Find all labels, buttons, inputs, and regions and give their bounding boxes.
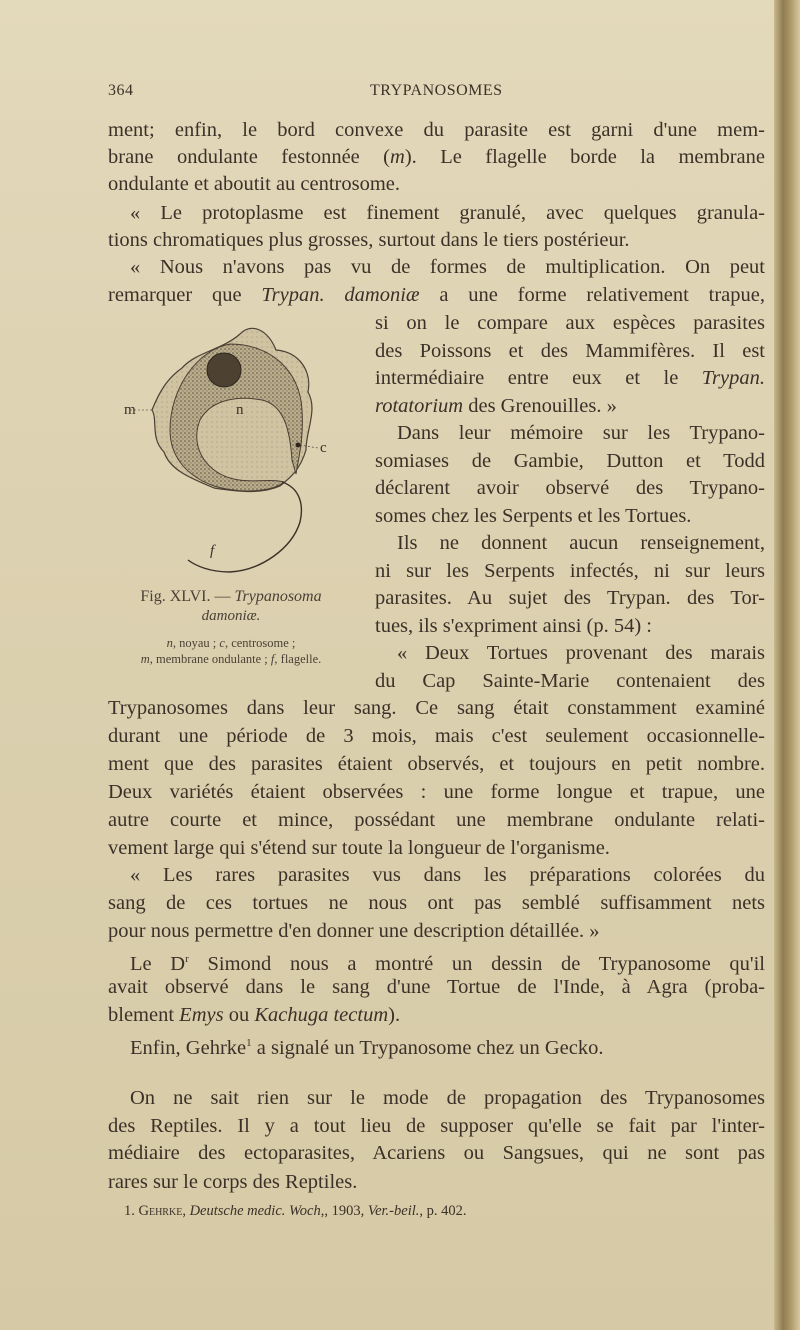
text-segment: des Reptiles. Il y a tout lieu de supposer qu'elle se fait par l'inter- bbox=[108, 1115, 765, 1137]
flagellum bbox=[188, 482, 301, 572]
legend-text: , centrosome ; bbox=[224, 636, 296, 650]
text-segment: ). bbox=[388, 1003, 401, 1026]
italic-text: Kachuga tectum bbox=[254, 1003, 389, 1026]
legend-key: m bbox=[140, 652, 150, 666]
text-line bbox=[108, 723, 765, 750]
caption-prefix: Fig. XLVI. — bbox=[140, 588, 235, 605]
text-segment: ment que des parasites étaient observés, et toujours en petit nombre. bbox=[108, 752, 765, 775]
text-segment: tues, ils s'expriment ainsi (p. 54) : bbox=[375, 614, 652, 637]
text-segment: ). Le flagelle borde la membrane bbox=[404, 146, 765, 168]
text-line bbox=[108, 946, 765, 976]
text-segment: des Grenouilles. » bbox=[463, 394, 617, 417]
text-segment: ment; enfin, le bord convexe du parasite est garni d'une mem- bbox=[108, 119, 765, 141]
text-line bbox=[108, 807, 765, 834]
footnote-segment: , bbox=[182, 1203, 190, 1219]
text-line bbox=[108, 890, 765, 917]
text-segment: blement bbox=[108, 1003, 180, 1026]
page-number: 364 bbox=[108, 82, 134, 99]
italic-text: rotatorium bbox=[375, 394, 464, 417]
nucleus bbox=[207, 353, 241, 387]
legend-text: , noyau ; bbox=[172, 636, 220, 650]
footnote-segment: , 1903, bbox=[324, 1203, 368, 1219]
text-segment: déclarent avoir observé des Trypano- bbox=[375, 477, 765, 499]
footnote-segment: Deutsche medic. Woch, bbox=[189, 1203, 325, 1219]
italic-text: m bbox=[390, 146, 405, 168]
text-segment: Enfin, Gehrke bbox=[130, 1036, 247, 1059]
text-segment: remarquer que bbox=[108, 284, 262, 306]
figure-label-m: m bbox=[124, 402, 136, 418]
text-segment: a une forme relativement trapue, bbox=[419, 284, 765, 306]
centrosome bbox=[296, 443, 301, 448]
text-line bbox=[108, 835, 765, 862]
text-segment: du Cap Sainte-Marie contenaient des bbox=[375, 669, 765, 692]
text-segment: ondulante et aboutit au centrosome. bbox=[108, 173, 401, 195]
text-segment: médiaire des ectoparasites, Acariens ou Sangsues, qui ne sont pas bbox=[108, 1142, 765, 1164]
text-line bbox=[108, 1085, 765, 1112]
text-segment: brane ondulante festonnée ( bbox=[108, 146, 391, 168]
italic-text: Trypan. bbox=[701, 367, 765, 389]
text-segment: si on le compare aux espèces parasites bbox=[375, 312, 765, 334]
legend-key: f bbox=[270, 652, 275, 666]
superscript: 1 bbox=[246, 1036, 252, 1049]
legend-text: , flagelle. bbox=[274, 652, 322, 666]
figure-legend-line-2 bbox=[100, 652, 362, 667]
footnote-segment: Gehrke bbox=[138, 1203, 183, 1219]
footnote bbox=[124, 1203, 467, 1220]
text-segment: autre courte et mince, possédant une membrane ondulante relati- bbox=[108, 808, 765, 831]
text-line bbox=[108, 1002, 765, 1029]
text-segment: On ne sait rien sur le mode de propagation des Trypanosomes bbox=[130, 1087, 765, 1109]
figure-label-n: n bbox=[236, 402, 244, 418]
text-segment: « Deux Tortues provenant des marais bbox=[397, 642, 765, 664]
text-line bbox=[108, 1169, 765, 1196]
figure-caption bbox=[100, 588, 362, 606]
text-segment: somes chez les Serpents et les Tortues. bbox=[375, 504, 692, 527]
text-line bbox=[108, 862, 765, 889]
figure-legend-line-1 bbox=[100, 636, 362, 651]
text-line bbox=[108, 1140, 765, 1167]
text-line bbox=[108, 779, 765, 806]
text-segment: Ils ne donnent aucun renseignement, bbox=[397, 532, 765, 554]
italic-text: Trypan. damoniæ bbox=[261, 284, 420, 306]
text-segment: sang de ces tortues ne nous ont pas semblé suffisamment nets bbox=[108, 892, 765, 915]
text-segment: tions chromatiques plus grosses, surtout dans le tiers postérieur. bbox=[108, 229, 630, 251]
text-segment: Le D bbox=[130, 953, 186, 976]
legend-key: n bbox=[166, 636, 173, 650]
legend-text: , membrane ondulante ; bbox=[149, 652, 271, 666]
text-segment: pour nous permettre d'en donner une description détaillée. » bbox=[108, 920, 600, 943]
text-segment: « Les rares parasites vus dans les préparations colorées du bbox=[130, 864, 765, 887]
text-segment: intermédiaire entre eux et le bbox=[375, 367, 702, 389]
italic-text: Emys bbox=[179, 1003, 224, 1026]
caption-species: Trypanosoma bbox=[234, 588, 322, 605]
text-segment: Trypanosomes dans leur sang. Ce sang était constamment examiné bbox=[108, 697, 765, 719]
running-title: TRYPANOSOMES bbox=[370, 82, 503, 99]
text-segment: rares sur le corps des Reptiles. bbox=[108, 1171, 358, 1193]
text-segment: Deux variétés étaient observées : une forme longue et trapue, une bbox=[108, 780, 765, 803]
figure-label-c: c bbox=[320, 440, 327, 456]
text-segment: vement large qui s'étend sur toute la longueur de l'organisme. bbox=[108, 836, 610, 859]
text-segment: des Poissons et des Mammifères. Il est bbox=[375, 339, 765, 362]
text-segment: ni sur les Serpents infectés, ni sur leurs bbox=[375, 559, 765, 582]
footnote-segment: Ver.-beil. bbox=[367, 1203, 420, 1219]
superscript: r bbox=[185, 953, 189, 966]
text-segment: « Le protoplasme est finement granulé, avec quelques granula- bbox=[130, 202, 765, 224]
text-segment: parasites. Au sujet des Trypan. des Tor- bbox=[375, 587, 765, 609]
text-segment: ou bbox=[223, 1003, 255, 1026]
text-line bbox=[108, 751, 765, 778]
footnote-segment: 1. bbox=[124, 1203, 139, 1219]
legend-key: c bbox=[219, 636, 225, 650]
figure-label-f: f bbox=[210, 543, 215, 559]
text-line bbox=[108, 974, 765, 1001]
text-segment: Dans leur mémoire sur les Trypano- bbox=[397, 422, 765, 444]
text-segment: a signalé un Trypanosome chez un Gecko. bbox=[251, 1036, 604, 1059]
text-line bbox=[108, 918, 765, 945]
text-segment: avait observé dans le sang d'une Tortue de l'Inde, à Agra (proba- bbox=[108, 976, 765, 998]
text-segment: somiases de Gambie, Dutton et Todd bbox=[375, 449, 765, 472]
text-segment: « Nous n'avons pas vu de formes de multiplication. On peut bbox=[130, 256, 765, 278]
figure-caption-species: damoniæ. bbox=[201, 608, 261, 624]
footnote-segment: , p. 402. bbox=[419, 1203, 467, 1219]
text-line bbox=[108, 1030, 765, 1057]
text-segment: durant une période de 3 mois, mais c'est seulement occasionnelle- bbox=[108, 724, 765, 747]
text-segment: Simond nous a montré un dessin de Trypanosome qu'il bbox=[188, 953, 765, 976]
text-line bbox=[108, 1113, 765, 1140]
